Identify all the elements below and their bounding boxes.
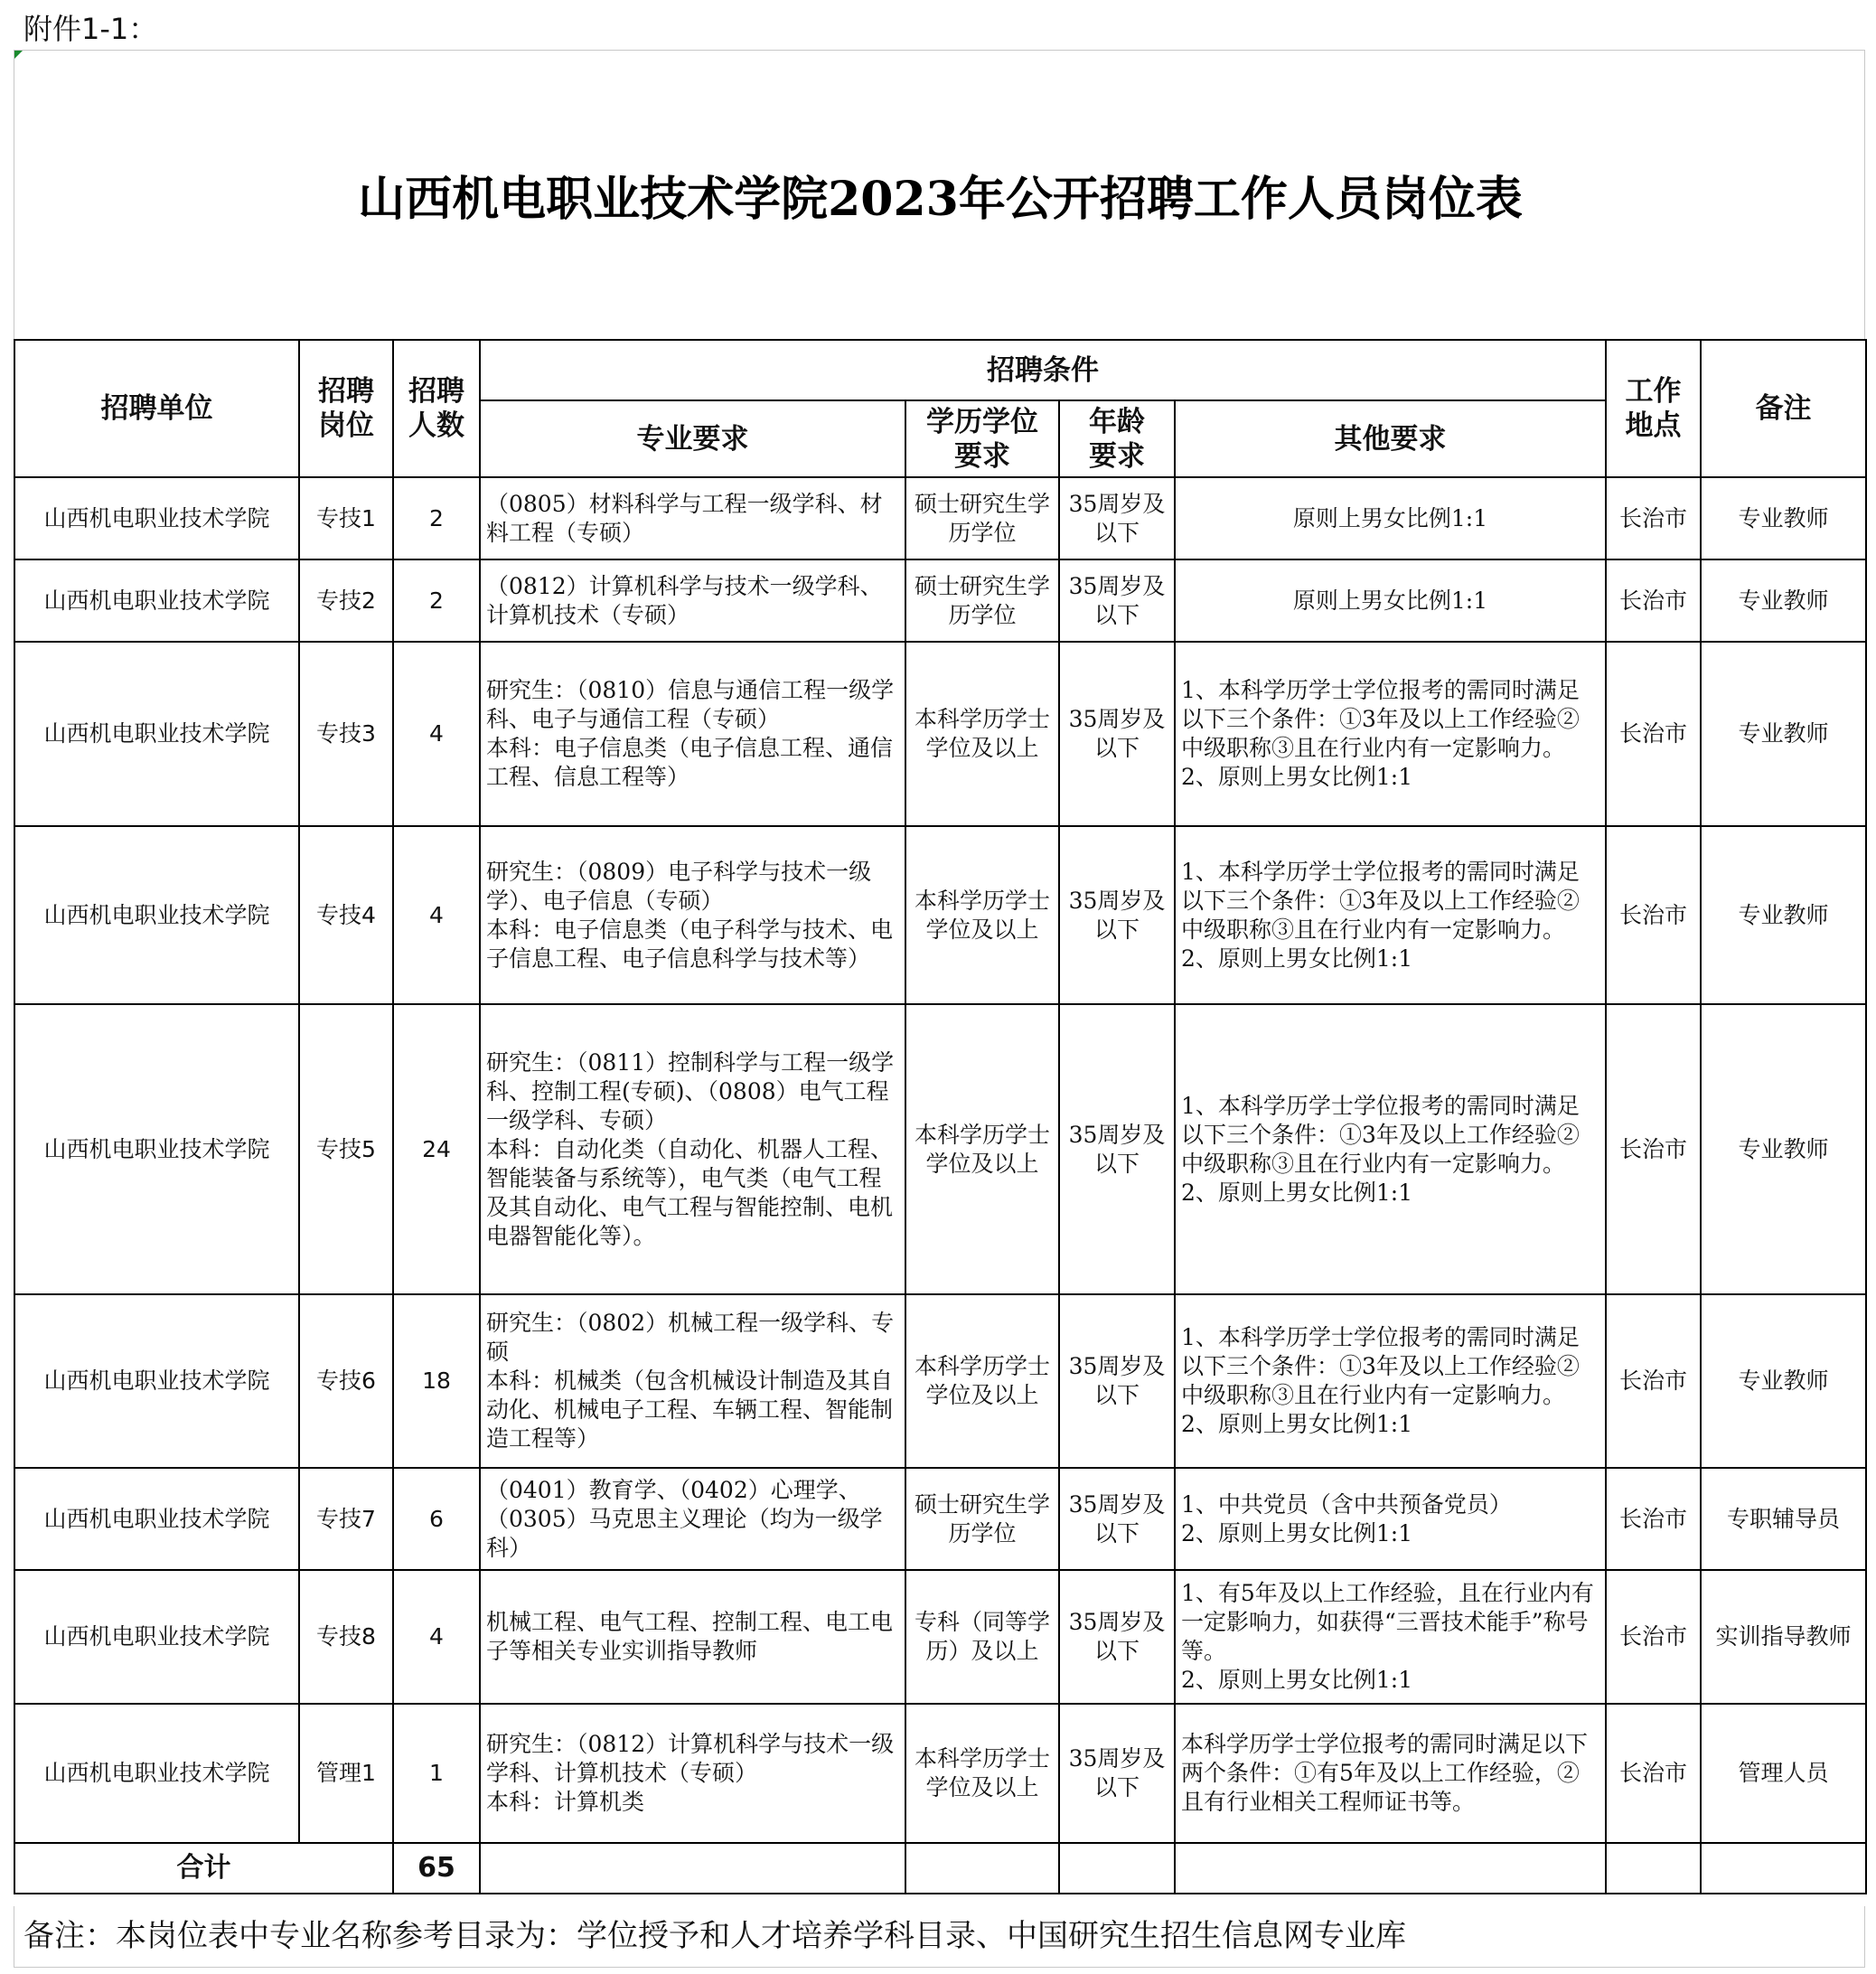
- cell-unit: 山西机电职业技术学院: [14, 1704, 299, 1843]
- cell-post: 专技2: [299, 559, 393, 642]
- cell-count: 18: [393, 1294, 480, 1468]
- header-conditions: 招聘条件: [480, 340, 1606, 400]
- cell-age: 35周岁及以下: [1059, 1004, 1175, 1294]
- cell-major: （0812）计算机科学与技术一级学科、计算机技术（专硕）: [480, 559, 905, 642]
- table-row: [14, 642, 1866, 826]
- cell-post: 专技5: [299, 1004, 393, 1294]
- cell-age: 35周岁及以下: [1059, 1468, 1175, 1570]
- cell-post: 专技8: [299, 1570, 393, 1704]
- cell-education: 本科学历学士学位及以上: [905, 1294, 1059, 1468]
- table-row: [14, 1570, 1866, 1704]
- cell-age: 35周岁及以下: [1059, 477, 1175, 559]
- header-age: 年龄 要求: [1059, 400, 1175, 477]
- cell-unit: 山西机电职业技术学院: [14, 1294, 299, 1468]
- total-row: [14, 1843, 1866, 1894]
- cell-age: 35周岁及以下: [1059, 559, 1175, 642]
- cell-remark: 专业教师: [1701, 1004, 1866, 1294]
- title-area: [14, 50, 1865, 339]
- cell-post: 专技1: [299, 477, 393, 559]
- cell-location: 长治市: [1606, 642, 1701, 826]
- cell-major: 机械工程、电气工程、控制工程、电工电子等相关专业实训指导教师: [480, 1570, 905, 1704]
- cell-location: 长治市: [1606, 1294, 1701, 1468]
- cell-location: 长治市: [1606, 1468, 1701, 1570]
- cell-major: 研究生：（0809）电子科学与技术一级学）、电子信息（专硕） 本科：电子信息类（电子科学与技术、电子信息工程、电子信息科学与技术等）: [480, 826, 905, 1004]
- cell-count: 2: [393, 559, 480, 642]
- cell-age: 35周岁及以下: [1059, 642, 1175, 826]
- cell-location: 长治市: [1606, 1704, 1701, 1843]
- header-major: 专业要求: [480, 400, 905, 477]
- cell-location: 长治市: [1606, 477, 1701, 559]
- cell-comment-marker: [14, 51, 23, 59]
- header-other: 其他要求: [1175, 400, 1606, 477]
- cell-unit: 山西机电职业技术学院: [14, 477, 299, 559]
- cell-remark: 专业教师: [1701, 642, 1866, 826]
- cell-education: 本科学历学士学位及以上: [905, 1704, 1059, 1843]
- cell-education: 专科（同等学历）及以上: [905, 1570, 1059, 1704]
- empty-cell: [1059, 1843, 1175, 1894]
- cell-remark: 实训指导教师: [1701, 1570, 1866, 1704]
- cell-major: 研究生：（0810）信息与通信工程一级学科、电子与通信工程（专硕） 本科：电子信息类（电子信息工程、通信工程、信息工程等）: [480, 642, 905, 826]
- cell-count: 4: [393, 826, 480, 1004]
- cell-count: 1: [393, 1704, 480, 1843]
- cell-age: 35周岁及以下: [1059, 1570, 1175, 1704]
- cell-unit: 山西机电职业技术学院: [14, 642, 299, 826]
- cell-count: 24: [393, 1004, 480, 1294]
- cell-count: 2: [393, 477, 480, 559]
- table-row: [14, 826, 1866, 1004]
- cell-age: 35周岁及以下: [1059, 1704, 1175, 1843]
- attachment-label: 附件1-1：: [23, 12, 158, 46]
- cell-other: 1、本科学历学士学位报考的需同时满足以下三个条件：①3年及以上工作经验②中级职称③且在行业内有一定影响力。 2、原则上男女比例1:1: [1175, 642, 1606, 826]
- cell-education: 本科学历学士学位及以上: [905, 826, 1059, 1004]
- empty-cell: [1606, 1843, 1701, 1894]
- cell-unit: 山西机电职业技术学院: [14, 1004, 299, 1294]
- header-location: 工作 地点: [1606, 340, 1701, 477]
- cell-unit: 山西机电职业技术学院: [14, 826, 299, 1004]
- cell-post: 专技3: [299, 642, 393, 826]
- cell-major: 研究生：（0812）计算机科学与技术一级学科、计算机技术（专硕） 本科：计算机类: [480, 1704, 905, 1843]
- page-title: 山西机电职业技术学院2023年公开招聘工作人员岗位表: [358, 172, 1523, 227]
- total-label: 合计: [14, 1843, 393, 1894]
- cell-other: 本科学历学士学位报考的需同时满足以下两个条件：①有5年及以上工作经验，②且有行业相关工程师证书等。: [1175, 1704, 1606, 1843]
- cell-other: 原则上男女比例1:1: [1175, 559, 1606, 642]
- cell-remark: 专业教师: [1701, 1294, 1866, 1468]
- cell-other: 1、本科学历学士学位报考的需同时满足以下三个条件：①3年及以上工作经验②中级职称③且在行业内有一定影响力。 2、原则上男女比例1:1: [1175, 1294, 1606, 1468]
- table-row: [14, 477, 1866, 559]
- cell-location: 长治市: [1606, 1570, 1701, 1704]
- cell-education: 本科学历学士学位及以上: [905, 642, 1059, 826]
- cell-age: 35周岁及以下: [1059, 826, 1175, 1004]
- cell-count: 4: [393, 1570, 480, 1704]
- cell-location: 长治市: [1606, 826, 1701, 1004]
- cell-remark: 专职辅导员: [1701, 1468, 1866, 1570]
- header-remark: 备注: [1701, 340, 1866, 477]
- cell-count: 4: [393, 642, 480, 826]
- header-post: 招聘 岗位: [299, 340, 393, 477]
- cell-other: 1、中共党员（含中共预备党员） 2、原则上男女比例1:1: [1175, 1468, 1606, 1570]
- footnote: 备注：本岗位表中专业名称参考目录为：学位授予和人才培养学科目录、中国研究生招生信息网专业库: [14, 1906, 1865, 1968]
- table-row: [14, 1294, 1866, 1468]
- cell-post: 专技6: [299, 1294, 393, 1468]
- table-row: [14, 559, 1866, 642]
- cell-education: 硕士研究生学历学位: [905, 477, 1059, 559]
- cell-unit: 山西机电职业技术学院: [14, 1570, 299, 1704]
- header-education: 学历学位 要求: [905, 400, 1059, 477]
- cell-education: 硕士研究生学历学位: [905, 1468, 1059, 1570]
- cell-major: （0401）教育学、（0402）心理学、（0305）马克思主义理论（均为一级学科）: [480, 1468, 905, 1570]
- empty-cell: [1701, 1843, 1866, 1894]
- cell-age: 35周岁及以下: [1059, 1294, 1175, 1468]
- cell-remark: 专业教师: [1701, 559, 1866, 642]
- cell-other: 1、本科学历学士学位报考的需同时满足以下三个条件：①3年及以上工作经验②中级职称③且在行业内有一定影响力。 2、原则上男女比例1:1: [1175, 1004, 1606, 1294]
- header-unit: 招聘单位: [14, 340, 299, 477]
- cell-major: 研究生：（0802）机械工程一级学科、专硕 本科：机械类（包含机械设计制造及其自动化、机械电子工程、车辆工程、智能制造工程等）: [480, 1294, 905, 1468]
- cell-count: 6: [393, 1468, 480, 1570]
- cell-remark: 专业教师: [1701, 477, 1866, 559]
- table-row: [14, 1704, 1866, 1843]
- positions-table: [14, 339, 1867, 1894]
- cell-other: 1、有5年及以上工作经验，且在行业内有一定影响力，如获得“三晋技术能手”称号等。 2、原则上男女比例1:1: [1175, 1570, 1606, 1704]
- empty-cell: [905, 1843, 1059, 1894]
- header-count: 招聘 人数: [393, 340, 480, 477]
- cell-unit: 山西机电职业技术学院: [14, 559, 299, 642]
- cell-major: （0805）材料科学与工程一级学科、材料工程（专硕）: [480, 477, 905, 559]
- cell-major: 研究生：（0811）控制科学与工程一级学科、控制工程(专硕)、（0808）电气工程一级学科、专硕） 本科：自动化类（自动化、机器人工程、智能装备与系统等），电气类（电气工程及其自动化、电气工程与智能控制、电机电器智能化等）。: [480, 1004, 905, 1294]
- total-count: 65: [393, 1843, 480, 1894]
- cell-post: 管理1: [299, 1704, 393, 1843]
- table-row: [14, 1468, 1866, 1570]
- empty-cell: [1175, 1843, 1606, 1894]
- cell-post: 专技4: [299, 826, 393, 1004]
- cell-education: 本科学历学士学位及以上: [905, 1004, 1059, 1294]
- empty-cell: [480, 1843, 905, 1894]
- cell-location: 长治市: [1606, 1004, 1701, 1294]
- cell-unit: 山西机电职业技术学院: [14, 1468, 299, 1570]
- cell-remark: 专业教师: [1701, 826, 1866, 1004]
- cell-other: 原则上男女比例1:1: [1175, 477, 1606, 559]
- cell-post: 专技7: [299, 1468, 393, 1570]
- cell-location: 长治市: [1606, 559, 1701, 642]
- cell-other: 1、本科学历学士学位报考的需同时满足以下三个条件：①3年及以上工作经验②中级职称③且在行业内有一定影响力。 2、原则上男女比例1:1: [1175, 826, 1606, 1004]
- cell-education: 硕士研究生学历学位: [905, 559, 1059, 642]
- cell-remark: 管理人员: [1701, 1704, 1866, 1843]
- table-row: [14, 1004, 1866, 1294]
